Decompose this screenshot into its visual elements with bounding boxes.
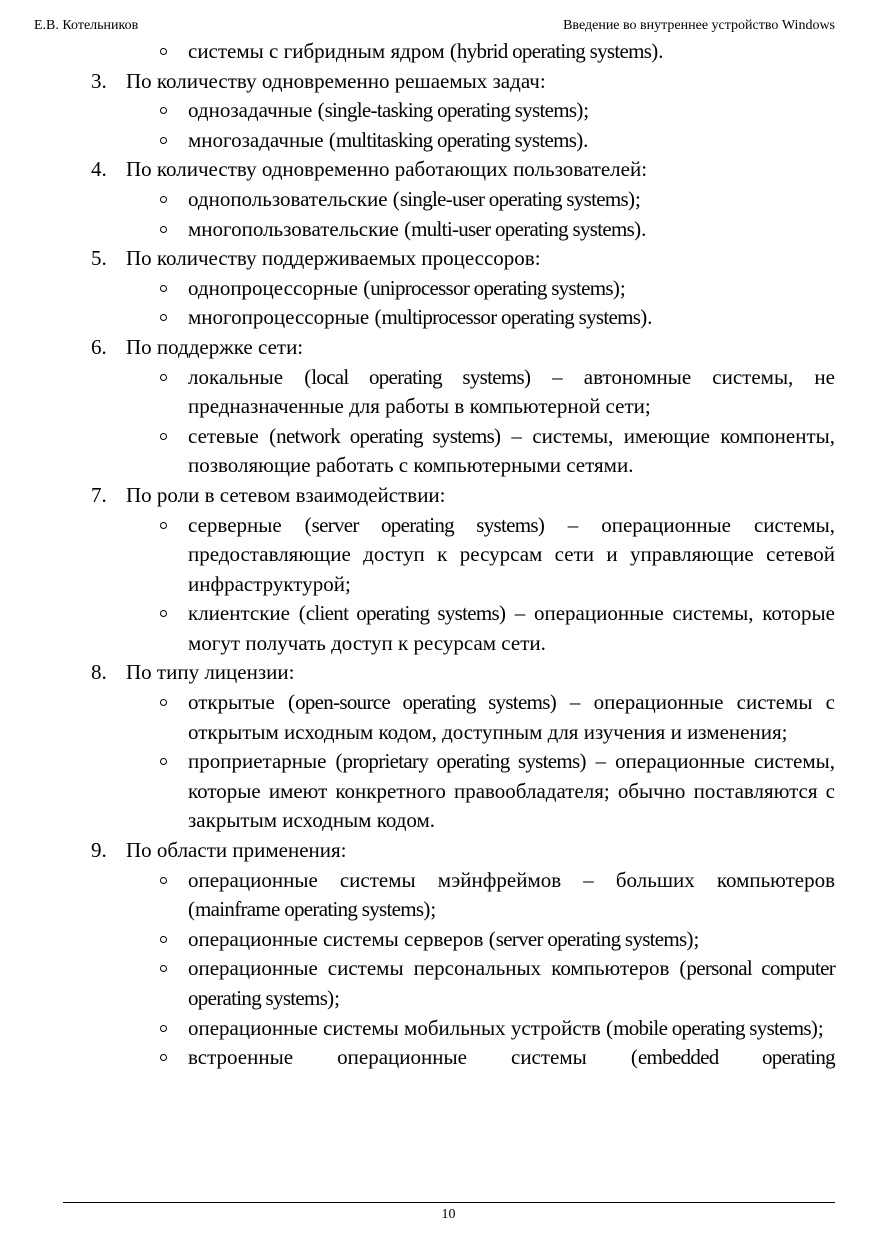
item-text-ru: проприетарные ( [188,749,343,774]
list-item [0,96,877,126]
item-text-en: single-tasking operating systems [324,98,577,123]
footer-divider [63,1202,835,1203]
list-item [0,511,877,600]
list-item [0,37,877,67]
item-text-tail: ). [640,305,653,330]
bullet-icon [160,1025,167,1032]
item-text-en: mainframe operating systems [195,897,424,922]
item-text-ru: операционные системы персональных компьютеров ( [188,956,687,981]
category-number: 5. [91,246,107,271]
item-text-ru: системы с гибридным ядром ( [188,39,457,63]
category-heading [0,333,877,363]
bullet-icon [160,107,167,114]
category-heading [0,67,877,97]
list-item [0,363,877,422]
item-text-ru: однозадачные ( [188,98,325,123]
page-number: 10 [441,1207,456,1222]
bullet-icon [160,196,167,203]
item-text-tail: ) – операционные системы, которые могут получать доступ к ресурсам сети. [188,601,835,655]
category-title: По количеству поддерживаемых процессоров: [126,246,541,271]
category-items [0,688,877,836]
header-title: Введение во внутреннее устройство Windows [563,18,835,33]
item-text-en: embedded operating [637,1045,835,1070]
header-author: Е.В. Котельников [34,18,139,33]
item-text-ru: сетевые ( [188,423,277,448]
item-text-en: local operating systems [311,364,524,389]
item-text-tail: ). [576,127,589,152]
category-items [0,511,877,659]
item-text-tail: ) – автономные системы, не предназначенные для работы в компьютерной сети; [188,364,835,419]
page-content [0,37,877,1073]
item-text-ru: операционные системы мобильных устройств ( [188,1015,614,1040]
bullet-icon [160,758,167,765]
list-item [0,1043,877,1073]
bullet-icon [160,433,167,440]
category-title: По типу лицензии: [126,660,295,685]
bullet-icon [160,48,167,55]
item-text-tail: ) – операционные системы, которые имеют конкретного правообладателя; обычно поставляются с закрытым исходным кодом. [188,749,835,833]
category-items [0,866,877,1073]
bullet-icon [160,1054,167,1061]
item-text-ru: встроенные операционные системы ( [188,1045,638,1070]
category-items [0,185,877,244]
category-number: 9. [91,838,107,863]
item-text-tail: ); [627,186,641,211]
bullet-icon [160,699,167,706]
item-text-tail: ); [576,98,590,123]
bullet-icon [160,877,167,884]
list-item [0,215,877,245]
item-text-tail: ) – операционные системы, предоставляющие доступ к ресурсам сети и управляющие сетевой инфраструктурой; [188,512,835,596]
bullet-icon [160,285,167,292]
item-text-en: server operating systems [495,926,687,951]
item-text-en: multiprocessor operating systems [381,305,641,330]
category-items [0,274,877,333]
item-text-ru: операционные системы серверов ( [188,926,496,951]
item-text-tail: ); [686,926,700,951]
item-text-ru: многопользовательские ( [188,216,412,241]
item-text-ru: однопользовательские ( [188,186,400,211]
category-title: По роли в сетевом взаимодействии: [126,482,446,507]
item-text-en: open-source operating systems [295,690,550,715]
category-items [0,363,877,481]
list-item [0,925,877,955]
page-header [34,16,835,36]
item-text-en: multitasking operating systems [335,127,577,152]
item-text-ru: однопроцессорные ( [188,275,371,300]
item-text-en: uniprocessor operating systems [370,275,613,300]
bullet-icon [160,936,167,943]
item-text-en: server operating systems [311,512,538,537]
item-text-tail: ); [327,986,340,1010]
list-item [0,274,877,304]
list-item [0,303,877,333]
item-text-en: single-user operating systems [399,186,628,211]
item-text-ru: локальные ( [188,364,312,389]
list-item [0,422,877,481]
category-number: 8. [91,660,107,685]
bullet-icon [160,226,167,233]
category-title: По количеству одновременно работающих пользователей: [126,157,648,182]
item-text-tail: ); [423,897,437,922]
category-title: По поддержке сети: [126,334,304,359]
item-text-en: network operating systems [276,423,495,448]
item-text-en: hybrid operating systems [456,39,652,63]
bullet-icon [160,610,167,617]
item-text-ru: серверные ( [188,512,312,537]
item-text-tail: ); [612,275,626,300]
item-text-tail: ) – системы, имеющие компоненты, позволяющие работать с компьютерными сетями. [188,423,835,478]
category-title: По области применения: [126,838,347,863]
category-heading [0,244,877,274]
item-text-ru: многозадачные ( [188,127,336,152]
category-number: 7. [91,482,107,507]
item-text-tail: ). [634,216,647,241]
list-item [0,1014,877,1044]
item-text-tail: ); [810,1015,824,1040]
item-text-en: mobile operating systems [613,1015,811,1040]
list-item [0,954,877,1013]
item-text-ru: клиентские ( [188,601,306,626]
bullet-icon [160,374,167,381]
category-number: 3. [91,68,107,93]
list-item [0,126,877,156]
item-text-ru: многопроцессорные ( [188,305,382,330]
category-number: 6. [91,334,107,359]
bullet-icon [160,522,167,529]
category-heading [0,481,877,511]
item-text-tail: ) – операционные системы с открытым исходным кодом, доступным для изучения и изменения; [188,690,835,744]
item-text-ru: открытые ( [188,690,296,715]
list-item [0,747,877,836]
list-item [0,599,877,658]
bullet-icon [160,314,167,321]
category-number: 4. [91,157,107,182]
bullet-icon [160,965,167,972]
item-text-en: multi-user operating systems [411,216,635,241]
category-heading [0,155,877,185]
category-items [0,96,877,155]
item-text-tail: ). [651,39,664,63]
item-text-en: personal computer operating systems [188,956,835,1010]
category-heading [0,658,877,688]
continued-list [0,37,877,67]
list-item [0,185,877,215]
item-text-en: client operating systems [305,601,499,626]
category-title: По количеству одновременно решаемых задач: [126,68,546,93]
list-item [0,688,877,747]
list-item [0,866,877,925]
bullet-icon [160,137,167,144]
category-heading [0,836,877,866]
item-text-ru: операционные системы мэйнфреймов – больших компьютеров ( [188,867,835,922]
item-text-en: proprietary operating systems [342,749,580,774]
